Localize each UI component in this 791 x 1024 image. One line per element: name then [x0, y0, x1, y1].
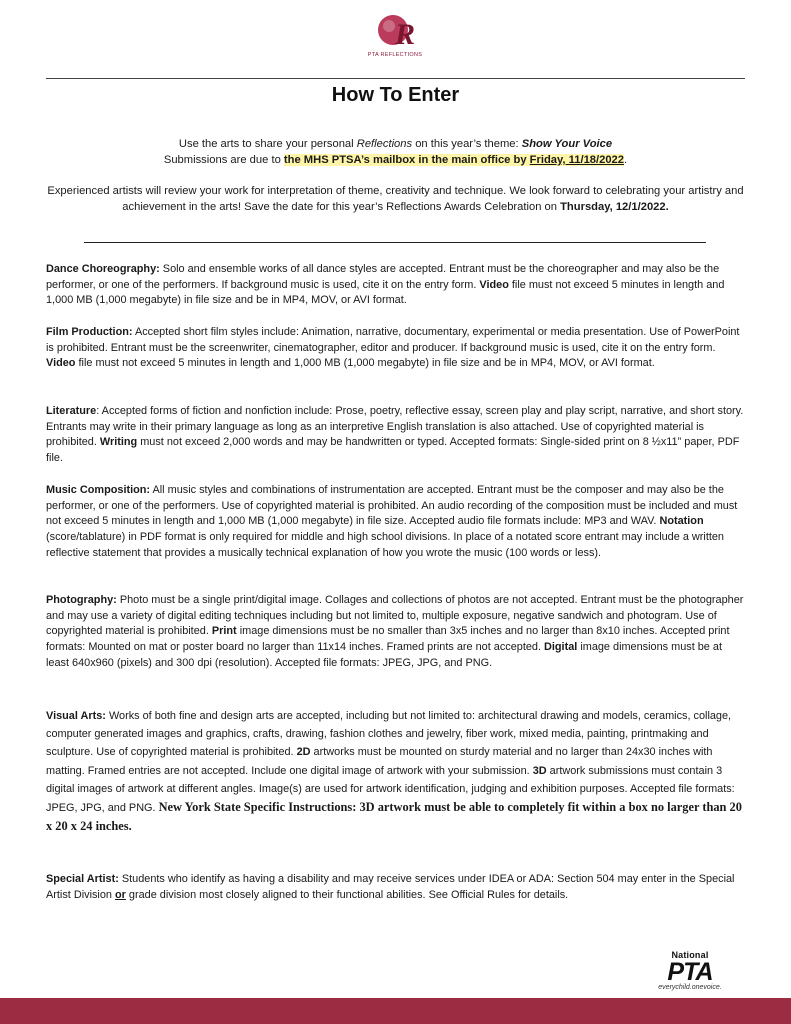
deadline-date: Friday, 11/18/2022 [529, 154, 625, 166]
visual-text-3: artwork submissions must contain 3 digital images of artwork at different angles. Image(s) are used for artwork identification, judging and exhibition purposes. Accepted file formats: JPEG, JPG, and PNG. [46, 764, 735, 815]
photo-heading: Photography: [46, 594, 117, 606]
visual-ny-instructions: New York State Specific Instructions: 3D artwork must be able to completely fit within a box no larger than 20 x 20 x 24 inches. [46, 800, 742, 834]
pta-tagline: everychild.onevoice. [658, 984, 722, 991]
literature-heading: Literature [46, 405, 97, 417]
special-heading: Special Artist: [46, 873, 119, 885]
visual-heading: Visual Arts: [46, 710, 106, 722]
deadline-location: the MHS PTSA’s mailbox in the main office by [283, 154, 530, 166]
title-rule [46, 78, 745, 79]
special-text-2: grade division most closely aligned to their functional abilities. See Official Rules for details. [125, 888, 569, 901]
dance-bold-video: Video [479, 278, 509, 291]
film-bold-video: Video [46, 357, 76, 370]
visual-bold-3d: 3D [532, 764, 547, 777]
deadline-pre: Submissions are due to [163, 154, 284, 166]
section-dance [46, 262, 746, 309]
film-heading: Film Production: [46, 326, 133, 338]
celebration-text: Experienced artists will review your work for interpretation of theme, creativity and technique. We look forward to celebrating your artistry and achievement in the arts! Save the date for this year’s Reflections Awards Celebration on [47, 185, 744, 213]
dance-text-2: file must not exceed 5 minutes in length and 1,000 MB (1,000 megabyte) in file size and be in MP4, MOV, or AVI format. [46, 278, 725, 307]
visual-text-1: Works of both fine and design arts are accepted, including but not limited to: architectural drawing and models, ceramics, collage, computer generated images and graphics, crafts, drawing, fashion clothes and jewelry, fiber work, mixed media, painting, printmaking and sculpture. Use of copyrighted material is prohibited. [46, 710, 732, 759]
photo-text-1: Photo must be a single print/digital image. Collages and collections of photos are not accepted. Entrant must be the photographer and may use a variety of digital editing techniques including but not limited to, multiple exposure, negative sandwich and photogram. Use of copyrighted material is prohibited. [46, 594, 744, 638]
theme-line-reflections: Reflections [356, 138, 413, 150]
music-text-1: All music styles and combinations of instrumentation are accepted. Entrant must be the composer and may also be the performer, or one of the performers. Use of copyrighted material is prohibited. An audio recording of the composition must be included and must not exceed 5 minutes in length and 1,000 MB (1,000 megabyte) in file size. Accepted audio file formats include: MP3 and WAV. [46, 484, 738, 528]
svg-text:R: R [395, 18, 416, 51]
celebration-paragraph [46, 183, 745, 215]
national-pta-logo [640, 950, 740, 991]
visual-text-2: artworks must be mounted on sturdy material and no larger than 24x30 inches with matting. Framed entries are not accepted. Include one digital image of artwork with your submission. [46, 746, 713, 777]
dance-text-1: Solo and ensemble works of all dance styles are accepted. Entrant must be the choreographer and may also be the performer, or one of the performers. If background music is used, cite it on the entry form. [46, 263, 720, 291]
special-text-1: Students who identify as having a disability and may receive services under IDEA or ADA: Section 504 may enter in the Special Artist Division [46, 873, 735, 901]
pta-reflections-logo [360, 10, 430, 66]
page-title: How To Enter [331, 84, 460, 106]
music-bold-notation: Notation [659, 515, 704, 528]
literature-bold-writing: Writing [99, 436, 138, 449]
literature-text-2: must not exceed 2,000 words and may be handwritten or typed. Accepted formats: Single-sided print on 8 ½x11” paper, PDF file. [46, 436, 740, 465]
theme-line [46, 136, 745, 152]
photo-bold-print: Print [211, 625, 237, 638]
deadline-end: . [624, 154, 628, 166]
theme-name: Show Your Voice [521, 138, 613, 150]
music-text-2: (score/tablature) in PDF format is only required for middle and high school divisions. In place of a notated score entrant may include a written reflective statement that provides a musically technical explanation of how you wrote the music (100 words or less). [46, 531, 724, 559]
dance-heading: Dance Choreography: [46, 263, 160, 275]
photo-bold-digital: Digital [544, 641, 578, 654]
visual-bold-2d: 2D [296, 746, 311, 759]
film-text-1: Accepted short film styles include: Animation, narrative, documentary, experimental or media presentation. Use of PowerPoint is prohibited. Entrant must be the screenwriter, cinematographer, editor and producer. If background music is used, cite it on the entry form. [46, 326, 740, 354]
intro-block [46, 136, 745, 168]
music-heading: Music Composition: [46, 484, 151, 496]
footer-bar [0, 998, 791, 1024]
reflections-r-logo-icon [373, 10, 417, 54]
photo-text-3: image dimensions must be at least 640x960 (pixels) and 300 dpi (resolution). Accepted file formats: JPEG, JPG, and PNG. [46, 641, 722, 669]
section-photography [46, 593, 746, 672]
celebration-date: Thursday, 12/1/2022. [560, 201, 669, 213]
film-text-2: file must not exceed 5 minutes in length and 1,000 MB (1,000 megabyte) in file size and be in MP4, MOV, or AVI format. [75, 357, 655, 370]
section-music [46, 483, 746, 562]
deadline-line [46, 152, 745, 168]
section-literature [46, 404, 746, 467]
section-film [46, 325, 746, 372]
section-divider [84, 242, 706, 243]
pta-wordmark: PTA [667, 958, 713, 986]
photo-text-2: image dimensions must be no smaller than 3x5 inches and no larger than 8x10 inches. Accepted print formats: Mounted on mat or poster board no larger than 11x14 inches. Framed prints are not accepted. [46, 625, 730, 654]
logo-caption: PTA REFLECTIONS [367, 52, 423, 58]
literature-text-1: : Accepted forms of fiction and nonfiction include: Prose, poetry, reflective essay, screen play and play script, narrative, and short story. Entrants may write in their primary language as long as an interpretive English translation is also attached. Use of copyrighted material is prohibited. [46, 405, 744, 449]
section-special-artist [46, 872, 746, 903]
special-or: or [115, 888, 126, 901]
pta-national-label: National [671, 950, 709, 960]
theme-line-pre: Use the arts to share your personal [178, 138, 357, 150]
theme-line-mid: on this year’s theme: [412, 138, 522, 150]
section-visual-arts [46, 707, 746, 836]
